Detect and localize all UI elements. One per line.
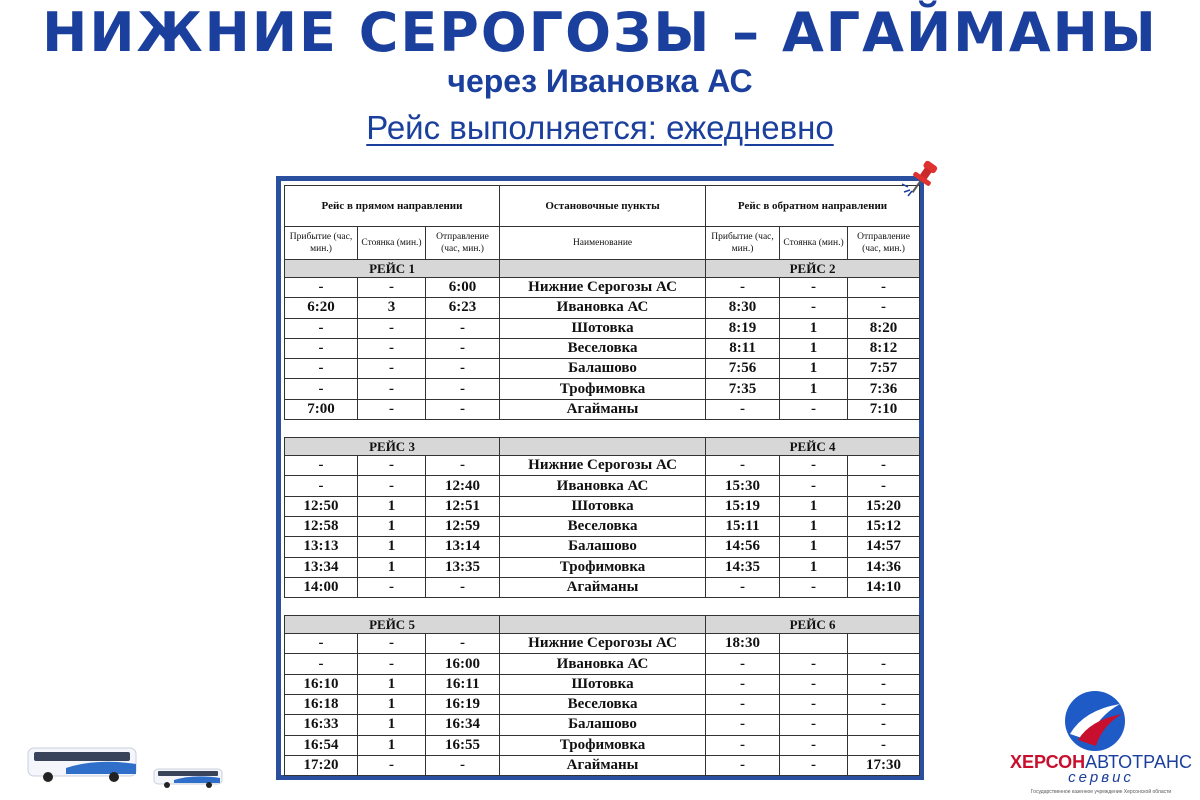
forward-arrival-cell: - xyxy=(285,318,358,338)
reverse-arrival-cell: - xyxy=(706,654,780,674)
forward-departure-cell: 13:14 xyxy=(426,537,500,557)
stop-name-cell: Ивановка АС xyxy=(500,298,706,318)
forward-stop-time-cell: 1 xyxy=(358,516,426,536)
forward-run-label: РЕЙС 3 xyxy=(285,438,500,456)
table-row xyxy=(285,456,920,476)
forward-departure-cell: - xyxy=(426,338,500,358)
table-row xyxy=(285,399,920,419)
forward-run-label: РЕЙС 5 xyxy=(285,616,500,634)
reverse-departure-cell: - xyxy=(848,715,920,735)
forward-arrival-cell: 12:50 xyxy=(285,496,358,516)
forward-arrival-cell: - xyxy=(285,654,358,674)
forward-departure-cell: - xyxy=(426,577,500,597)
logo-brand-part1: ХЕРСОН xyxy=(1010,752,1086,772)
forward-stop-time-cell: - xyxy=(358,399,426,419)
table-row xyxy=(285,557,920,577)
forward-departure-cell: - xyxy=(426,456,500,476)
pushpin-icon xyxy=(898,158,944,198)
table-row xyxy=(285,516,920,536)
reverse-stop-time-cell: - xyxy=(780,399,848,419)
table-row xyxy=(285,318,920,338)
stop-name-cell: Ивановка АС xyxy=(500,654,706,674)
forward-arrival-cell: 14:00 xyxy=(285,577,358,597)
forward-stop-time-cell: 1 xyxy=(358,496,426,516)
forward-departure-cell: 13:35 xyxy=(426,557,500,577)
run-label-row xyxy=(285,616,920,634)
reverse-stop-time-cell: - xyxy=(780,298,848,318)
reverse-stop-time-cell: 1 xyxy=(780,516,848,536)
reverse-arrival-cell: 18:30 xyxy=(706,634,780,654)
logo-fine-print: Государственное казенное учреждение Херсонской области xyxy=(1030,789,1172,795)
table-row xyxy=(285,537,920,557)
table-row xyxy=(285,695,920,715)
forward-departure-header: Отправление (час, мин.) xyxy=(426,227,500,260)
run-label-row xyxy=(285,260,920,278)
forward-arrival-cell: 12:58 xyxy=(285,516,358,536)
reverse-departure-cell: - xyxy=(848,654,920,674)
logo-service: сервис xyxy=(1068,769,1134,786)
forward-arrival-cell: - xyxy=(285,634,358,654)
run-label-spacer xyxy=(500,616,706,634)
reverse-arrival-cell: - xyxy=(706,695,780,715)
forward-stop-time-cell: - xyxy=(358,338,426,358)
reverse-departure-cell: 8:12 xyxy=(848,338,920,358)
reverse-departure-cell: 15:12 xyxy=(848,516,920,536)
forward-departure-cell: 16:00 xyxy=(426,654,500,674)
stops-header: Остановочные пункты xyxy=(500,186,706,227)
forward-stop-time-header: Стоянка (мин.) xyxy=(358,227,426,260)
forward-arrival-cell: 16:33 xyxy=(285,715,358,735)
reverse-stop-time-cell: - xyxy=(780,695,848,715)
forward-departure-cell: - xyxy=(426,359,500,379)
reverse-stop-time-cell: 1 xyxy=(780,557,848,577)
reverse-arrival-cell: - xyxy=(706,577,780,597)
reverse-departure-cell: 14:57 xyxy=(848,537,920,557)
table-row xyxy=(285,278,920,298)
bus-icon xyxy=(26,744,138,784)
reverse-arrival-cell: 14:35 xyxy=(706,557,780,577)
stop-name-cell: Агайманы xyxy=(500,399,706,419)
forward-departure-cell: 16:11 xyxy=(426,674,500,694)
reverse-stop-time-cell: 1 xyxy=(780,537,848,557)
reverse-stop-time-cell xyxy=(780,634,848,654)
reverse-departure-cell: 8:20 xyxy=(848,318,920,338)
reverse-departure-cell: - xyxy=(848,674,920,694)
schedule-frequency-text: Рейс выполняется: ежедневно xyxy=(366,109,834,146)
reverse-arrival-cell: - xyxy=(706,735,780,755)
forward-departure-cell: 6:00 xyxy=(426,278,500,298)
reverse-arrival-cell: - xyxy=(706,715,780,735)
reverse-stop-time-cell: 1 xyxy=(780,379,848,399)
table-row xyxy=(285,496,920,516)
block-spacer-cell xyxy=(285,598,920,616)
forward-departure-cell: - xyxy=(426,379,500,399)
table-row xyxy=(285,715,920,735)
reverse-departure-cell: 14:10 xyxy=(848,577,920,597)
stop-name-cell: Агайманы xyxy=(500,577,706,597)
stop-name-cell: Балашово xyxy=(500,715,706,735)
stop-name-cell: Нижние Серогозы АС xyxy=(500,456,706,476)
reverse-arrival-cell: - xyxy=(706,399,780,419)
table-row xyxy=(285,476,920,496)
run-label-spacer xyxy=(500,438,706,456)
forward-arrival-cell: - xyxy=(285,456,358,476)
timetable-frame xyxy=(276,176,924,780)
reverse-stop-time-cell: 1 xyxy=(780,318,848,338)
reverse-arrival-cell: 7:56 xyxy=(706,359,780,379)
forward-run-label: РЕЙС 1 xyxy=(285,260,500,278)
forward-stop-time-cell: 1 xyxy=(358,695,426,715)
forward-stop-time-cell: - xyxy=(358,634,426,654)
group-header-row xyxy=(285,186,920,227)
table-row xyxy=(285,634,920,654)
reverse-departure-header: Отправление (час, мин.) xyxy=(848,227,920,260)
reverse-arrival-header: Прибытие (час, мин.) xyxy=(706,227,780,260)
reverse-departure-cell: 7:57 xyxy=(848,359,920,379)
forward-arrival-cell: - xyxy=(285,278,358,298)
run-label-spacer xyxy=(500,260,706,278)
reverse-stop-time-cell: - xyxy=(780,654,848,674)
forward-stop-time-cell: - xyxy=(358,359,426,379)
reverse-departure-cell: 7:10 xyxy=(848,399,920,419)
table-row xyxy=(285,654,920,674)
forward-arrival-cell: - xyxy=(285,359,358,379)
reverse-arrival-cell: - xyxy=(706,456,780,476)
table-row xyxy=(285,298,920,318)
forward-departure-cell: 12:59 xyxy=(426,516,500,536)
reverse-arrival-cell: 15:30 xyxy=(706,476,780,496)
forward-stop-time-cell: - xyxy=(358,379,426,399)
company-logo xyxy=(1008,690,1194,800)
stop-name-cell: Веселовка xyxy=(500,516,706,536)
table-row xyxy=(285,359,920,379)
column-header-row xyxy=(285,227,920,260)
table-row xyxy=(285,674,920,694)
reverse-stop-time-cell: - xyxy=(780,577,848,597)
block-spacer-row xyxy=(285,420,920,438)
forward-departure-cell: - xyxy=(426,755,500,775)
stop-name-cell: Шотовка xyxy=(500,496,706,516)
table-row xyxy=(285,338,920,358)
stop-name-cell: Нижние Серогозы АС xyxy=(500,278,706,298)
stop-name-header: Наименование xyxy=(500,227,706,260)
reverse-departure-cell: - xyxy=(848,298,920,318)
reverse-arrival-cell: 8:30 xyxy=(706,298,780,318)
stop-name-cell: Веселовка xyxy=(500,695,706,715)
stop-name-cell: Балашово xyxy=(500,359,706,379)
forward-departure-cell: 16:55 xyxy=(426,735,500,755)
reverse-arrival-cell: 15:11 xyxy=(706,516,780,536)
reverse-run-label: РЕЙС 2 xyxy=(706,260,920,278)
table-row xyxy=(285,755,920,775)
reverse-arrival-cell: 15:19 xyxy=(706,496,780,516)
reverse-run-label: РЕЙС 4 xyxy=(706,438,920,456)
forward-stop-time-cell: - xyxy=(358,318,426,338)
stop-name-cell: Агайманы xyxy=(500,755,706,775)
forward-stop-time-cell: 1 xyxy=(358,715,426,735)
forward-arrival-cell: - xyxy=(285,379,358,399)
forward-arrival-cell: 17:20 xyxy=(285,755,358,775)
reverse-arrival-cell: 7:35 xyxy=(706,379,780,399)
reverse-departure-cell: - xyxy=(848,695,920,715)
reverse-stop-time-cell: - xyxy=(780,735,848,755)
bus-icon xyxy=(152,766,224,790)
reverse-run-label: РЕЙС 6 xyxy=(706,616,920,634)
reverse-stop-time-cell: - xyxy=(780,674,848,694)
reverse-stop-time-header: Стоянка (мин.) xyxy=(780,227,848,260)
reverse-departure-cell: 17:30 xyxy=(848,755,920,775)
reverse-departure-cell xyxy=(848,634,920,654)
forward-departure-cell: - xyxy=(426,634,500,654)
stop-name-cell: Ивановка АС xyxy=(500,476,706,496)
forward-departure-cell: 6:23 xyxy=(426,298,500,318)
forward-departure-cell: 16:19 xyxy=(426,695,500,715)
stop-name-cell: Шотовка xyxy=(500,674,706,694)
reverse-departure-cell: - xyxy=(848,735,920,755)
run-label-row xyxy=(285,438,920,456)
page-title: НИЖНИЕ СЕРОГОЗЫ – АГАЙМАНЫ xyxy=(42,1,1158,64)
forward-stop-time-cell: 1 xyxy=(358,735,426,755)
forward-stop-time-cell: 3 xyxy=(358,298,426,318)
reverse-departure-cell: 7:36 xyxy=(848,379,920,399)
stop-name-cell: Трофимовка xyxy=(500,557,706,577)
forward-arrival-cell: - xyxy=(285,338,358,358)
logo-emblem-icon xyxy=(1064,690,1126,752)
reverse-departure-cell: - xyxy=(848,456,920,476)
forward-departure-cell: 12:51 xyxy=(426,496,500,516)
reverse-direction-header: Рейс в обратном направлении xyxy=(706,186,920,227)
route-via-subtitle: через Ивановка АС xyxy=(447,63,753,99)
stop-name-cell: Трофимовка xyxy=(500,735,706,755)
block-spacer-cell xyxy=(285,420,920,438)
forward-arrival-cell: 6:20 xyxy=(285,298,358,318)
reverse-stop-time-cell: - xyxy=(780,278,848,298)
reverse-departure-cell: 14:36 xyxy=(848,557,920,577)
reverse-arrival-cell: - xyxy=(706,755,780,775)
forward-arrival-cell: 16:10 xyxy=(285,674,358,694)
table-row xyxy=(285,577,920,597)
stop-name-cell: Трофимовка xyxy=(500,379,706,399)
reverse-arrival-cell: - xyxy=(706,674,780,694)
forward-departure-cell: 16:34 xyxy=(426,715,500,735)
table-row xyxy=(285,379,920,399)
forward-arrival-cell: 13:13 xyxy=(285,537,358,557)
timetable xyxy=(284,185,920,776)
forward-arrival-cell: 16:54 xyxy=(285,735,358,755)
forward-stop-time-cell: - xyxy=(358,755,426,775)
forward-stop-time-cell: 1 xyxy=(358,674,426,694)
forward-arrival-cell: - xyxy=(285,476,358,496)
forward-departure-cell: - xyxy=(426,399,500,419)
forward-arrival-cell: 7:00 xyxy=(285,399,358,419)
reverse-arrival-cell: 14:56 xyxy=(706,537,780,557)
forward-arrival-cell: 13:34 xyxy=(285,557,358,577)
stop-name-cell: Нижние Серогозы АС xyxy=(500,634,706,654)
stop-name-cell: Веселовка xyxy=(500,338,706,358)
forward-arrival-header: Прибытие (час, мин.) xyxy=(285,227,358,260)
reverse-stop-time-cell: 1 xyxy=(780,359,848,379)
reverse-stop-time-cell: - xyxy=(780,456,848,476)
forward-stop-time-cell: 1 xyxy=(358,537,426,557)
forward-stop-time-cell: - xyxy=(358,456,426,476)
reverse-stop-time-cell: - xyxy=(780,715,848,735)
forward-departure-cell: 12:40 xyxy=(426,476,500,496)
reverse-stop-time-cell: 1 xyxy=(780,338,848,358)
reverse-stop-time-cell: - xyxy=(780,755,848,775)
stop-name-cell: Балашово xyxy=(500,537,706,557)
reverse-stop-time-cell: 1 xyxy=(780,496,848,516)
forward-stop-time-cell: - xyxy=(358,278,426,298)
reverse-stop-time-cell: - xyxy=(780,476,848,496)
forward-stop-time-cell: - xyxy=(358,577,426,597)
forward-stop-time-cell: - xyxy=(358,654,426,674)
block-spacer-row xyxy=(285,598,920,616)
forward-direction-header: Рейс в прямом направлении xyxy=(285,186,500,227)
table-row xyxy=(285,735,920,755)
reverse-arrival-cell: 8:11 xyxy=(706,338,780,358)
forward-stop-time-cell: - xyxy=(358,476,426,496)
reverse-departure-cell: 15:20 xyxy=(848,496,920,516)
schedule-frequency-note xyxy=(0,108,1200,148)
forward-stop-time-cell: 1 xyxy=(358,557,426,577)
reverse-arrival-cell: 8:19 xyxy=(706,318,780,338)
reverse-departure-cell: - xyxy=(848,278,920,298)
logo-brand-part2: АВТОТРАНС xyxy=(1085,752,1192,772)
forward-arrival-cell: 16:18 xyxy=(285,695,358,715)
forward-departure-cell: - xyxy=(426,318,500,338)
reverse-arrival-cell: - xyxy=(706,278,780,298)
stop-name-cell: Шотовка xyxy=(500,318,706,338)
reverse-departure-cell: - xyxy=(848,476,920,496)
